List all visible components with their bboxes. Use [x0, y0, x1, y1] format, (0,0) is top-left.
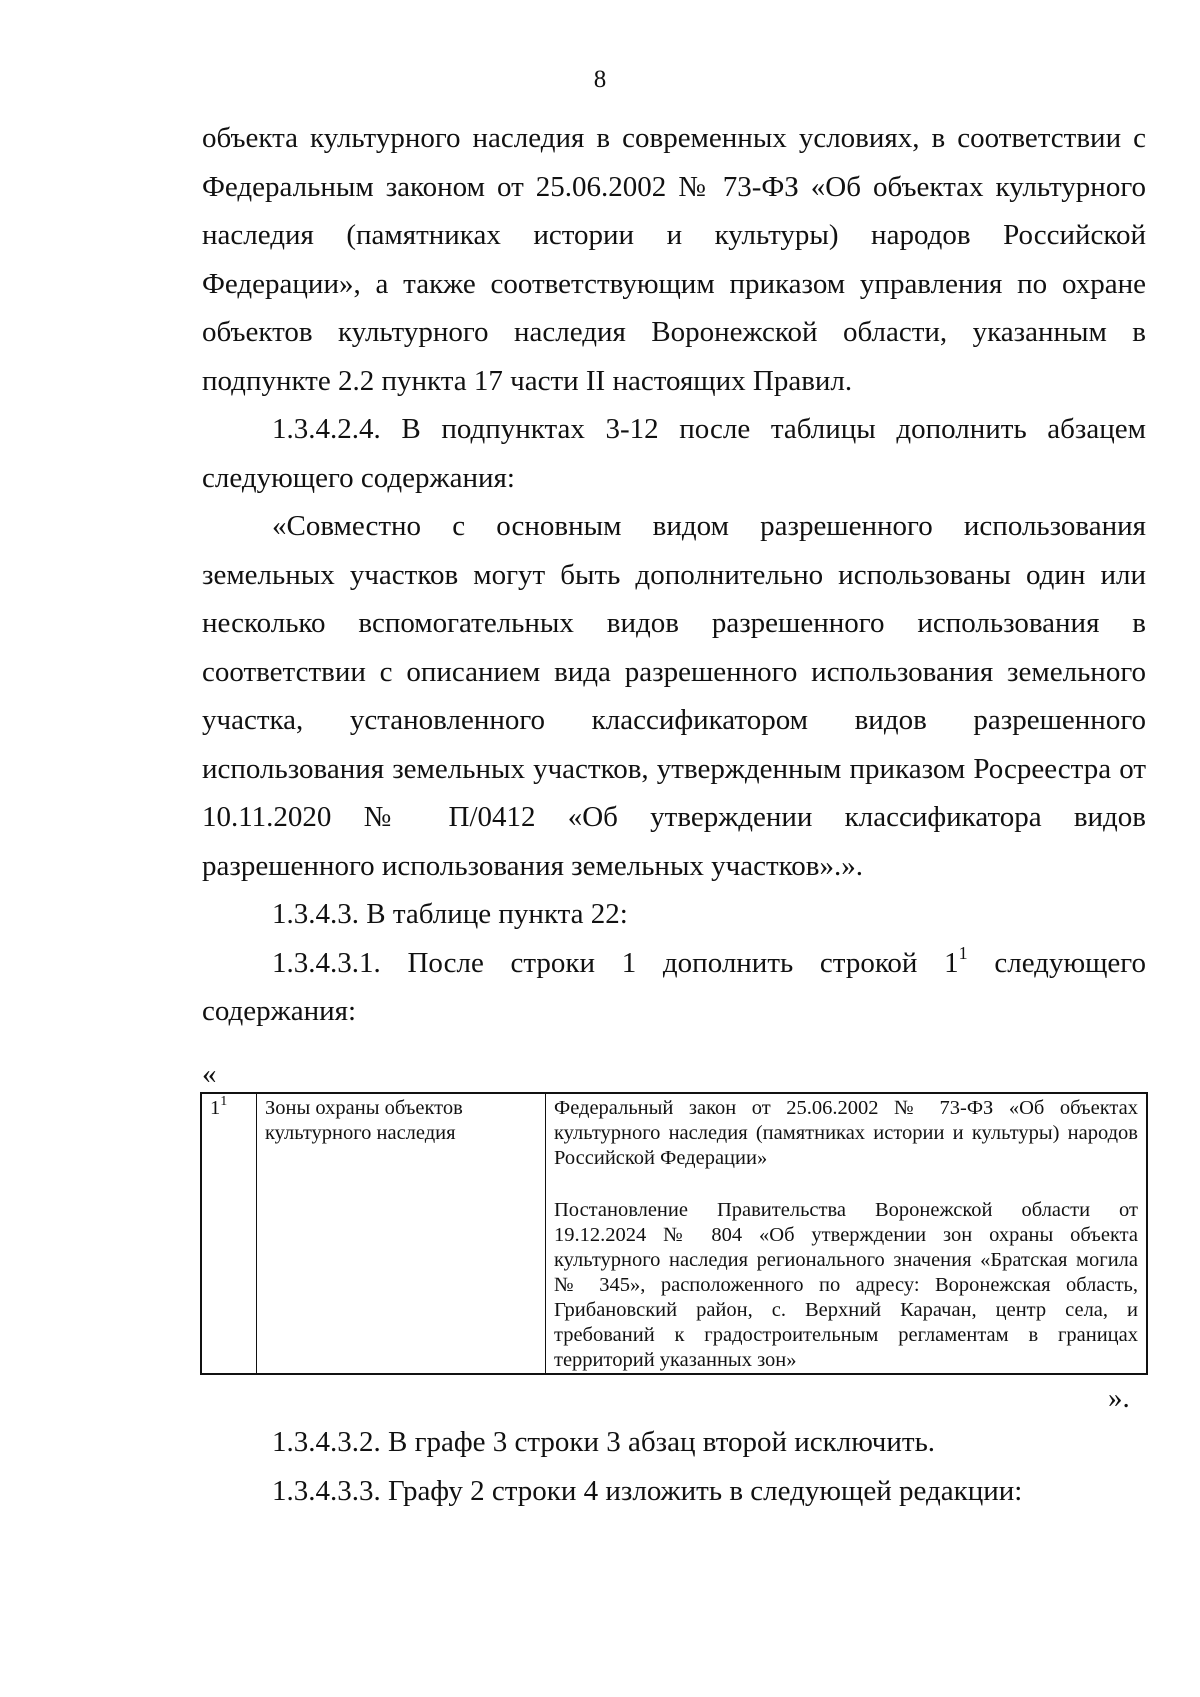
legal-basis-cell — [546, 1093, 1148, 1374]
quote-open-mark: « — [202, 1058, 217, 1090]
inserted-table — [200, 1092, 1148, 1375]
paragraph-continuation: объекта культурного наследия в современных условиях, в соответствии с Федеральным законом от 25.06.2002 № 73-ФЗ «Об объектах культурного наследия (памятниках истории и культуры) народов Российской Федерации», а также соответствующим приказом управления по охране объектов культурного наследия Воронежской области, указанным в подпункте 2.2 пункта 17 части II настоящих Правил. — [202, 122, 1146, 397]
cell-spacer — [554, 1171, 1138, 1198]
row-number-superscript: 1 — [220, 1094, 228, 1109]
table-row — [201, 1093, 1147, 1374]
legal-basis-federal-law: Федеральный закон от 25.06.2002 № 73-ФЗ «Об объектах культурного наследия (памятниках истории и культуры) народов Российской Федерации» — [554, 1097, 1138, 1169]
paragraph-1-3-4-3-3: 1.3.4.3.3. Графу 2 строки 4 изложить в следующей редакции: — [272, 1474, 1023, 1507]
paragraph-1-3-4-3: 1.3.4.3. В таблице пункта 22: — [272, 898, 628, 930]
zone-name-cell: Зоны охраны объектов культурного наследия — [257, 1093, 546, 1374]
paragraph-1-3-4-2-4: 1.3.4.2.4. В подпунктах 3-12 после таблицы дополнить абзацем следующего содержания: — [202, 413, 1146, 494]
main-text — [202, 114, 1146, 1036]
paragraph-quoted-addition: «Совместно с основным видом разрешенного использования земельных участков могут быть дополнительно использованы один или несколько вспомогательных видов разрешенного использования в соответствии с описанием вида разрешенного использования земельного участка, установленного классификатором видов разрешенного использования земельных участков, утвержденным приказом Росреестра от 10.11.2020 № П/0412 «Об утверждении классификатора видов разрешенного использования земельных участков».». — [202, 510, 1146, 882]
page-number: 8 — [593, 66, 607, 93]
quote-close-mark: ». — [1108, 1382, 1130, 1414]
paragraph-1-3-4-3-1 — [202, 939, 1146, 1036]
para-5-text-end: следующего содержания: — [202, 946, 1146, 1027]
row-number: 1 — [210, 1097, 221, 1119]
para-5-text: 1.3.4.3.1. После строки 1 дополнить строкой 1 — [272, 946, 959, 979]
paragraph-1-3-4-3-2: 1.3.4.3.2. В графе 3 строки 3 абзац второй исключить. — [272, 1426, 936, 1458]
legal-basis-resolution: Постановление Правительства Воронежской области от 19.12.2024 № 804 «Об утверждении зон охраны объекта культурного наследия регионального значения «Братская могила № 345», расположенного по адресу: Воронежская область, Грибановский район, с. Верхний Карачан, центр села, и требований к градостроительным регламентам в границах территорий указанных зон» — [554, 1199, 1138, 1371]
closing-text — [202, 1418, 1146, 1515]
superscript: 1 — [958, 942, 968, 963]
row-number-cell — [201, 1093, 257, 1374]
